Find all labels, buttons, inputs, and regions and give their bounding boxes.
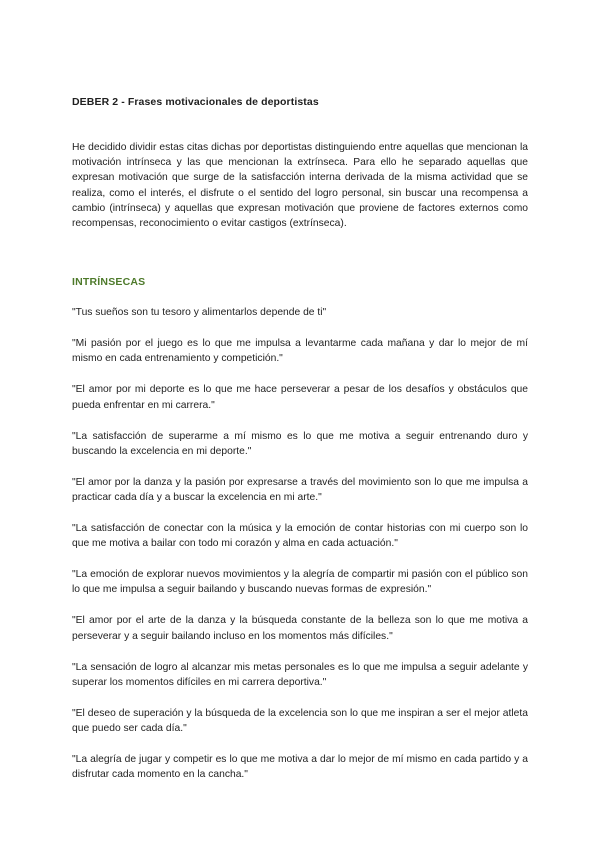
quote-item: "La sensación de logro al alcanzar mis metas personales es lo que me impulsa a seguir adelante y superar los momentos difíciles en mi carrera deportiva.": [72, 661, 528, 688]
quote-item: "El amor por el arte de la danza y la búsqueda constante de la belleza son lo que me motiva a perseverar y a seguir bailando incluso en los momentos más difíciles.": [72, 615, 528, 642]
quote-item: "Mi pasión por el juego es lo que me impulsa a levantarme cada mañana y dar lo mejor de mí mismo en cada entrenamiento y competición.": [72, 338, 528, 365]
quote-item: "La satisfacción de superarme a mí mismo es lo que me motiva a seguir entrenando duro y buscando la excelencia en mi deporte.": [72, 430, 528, 457]
quote-item: "La emoción de explorar nuevos movimientos y la alegría de compartir mi pasión con el público son lo que me impulsa a seguir bailando y buscando nuevas formas de expresión.": [72, 569, 528, 596]
quote-item: "El amor por la danza y la pasión por expresarse a través del movimiento son lo que me impulsa a practicar cada día y a buscar la excelencia en mi arte.": [72, 476, 528, 504]
section-heading-intrinsecas: INTRÍNSECAS: [72, 276, 146, 289]
quote-item: "El amor por mi deporte es lo que me hace perseverar a pesar de los desafíos y obstáculos que pueda enfrentar en mi carrera.": [72, 384, 528, 411]
quote-item: "La alegría de jugar y competir es lo que me motiva a dar lo mejor de mí mismo en cada partido y a disfrutar cada momento en la cancha.": [72, 754, 528, 781]
quote-item: "Tus sueños son tu tesoro y alimentarlos depende de ti": [72, 307, 327, 319]
quote-list: [72, 305, 528, 782]
quote-item: "El deseo de superación y la búsqueda de la excelencia son lo que me inspiran a ser el mejor atleta que puedo ser cada día.": [72, 707, 528, 735]
quote-item: "La satisfacción de conectar con la música y la emoción de contar historias con mi cuerpo son lo que me motiva a bailar con todo mi corazón y alma en cada actuación.": [72, 523, 528, 550]
document-title: DEBER 2 - Frases motivacionales de deportistas: [72, 96, 319, 108]
document-page: [72, 96, 528, 798]
intro-paragraph: He decidido dividir estas citas dichas por deportistas distinguiendo entre aquellas que mencionan la motivación intrínseca y las que mencionan la extrínseca. Para ello he separado aquellas que expresan motivación que surge de la satisfacción interna derivada de la misma actividad que se realiza, como el interés, el disfrute o el sentido del logro personal, sin buscar una recompensa a cambio (intrínseca) y aquellas que expresan motivación que proviene de factores externos como recompensas, reconocimiento o evitar castigos (extrínseca).: [72, 142, 528, 230]
